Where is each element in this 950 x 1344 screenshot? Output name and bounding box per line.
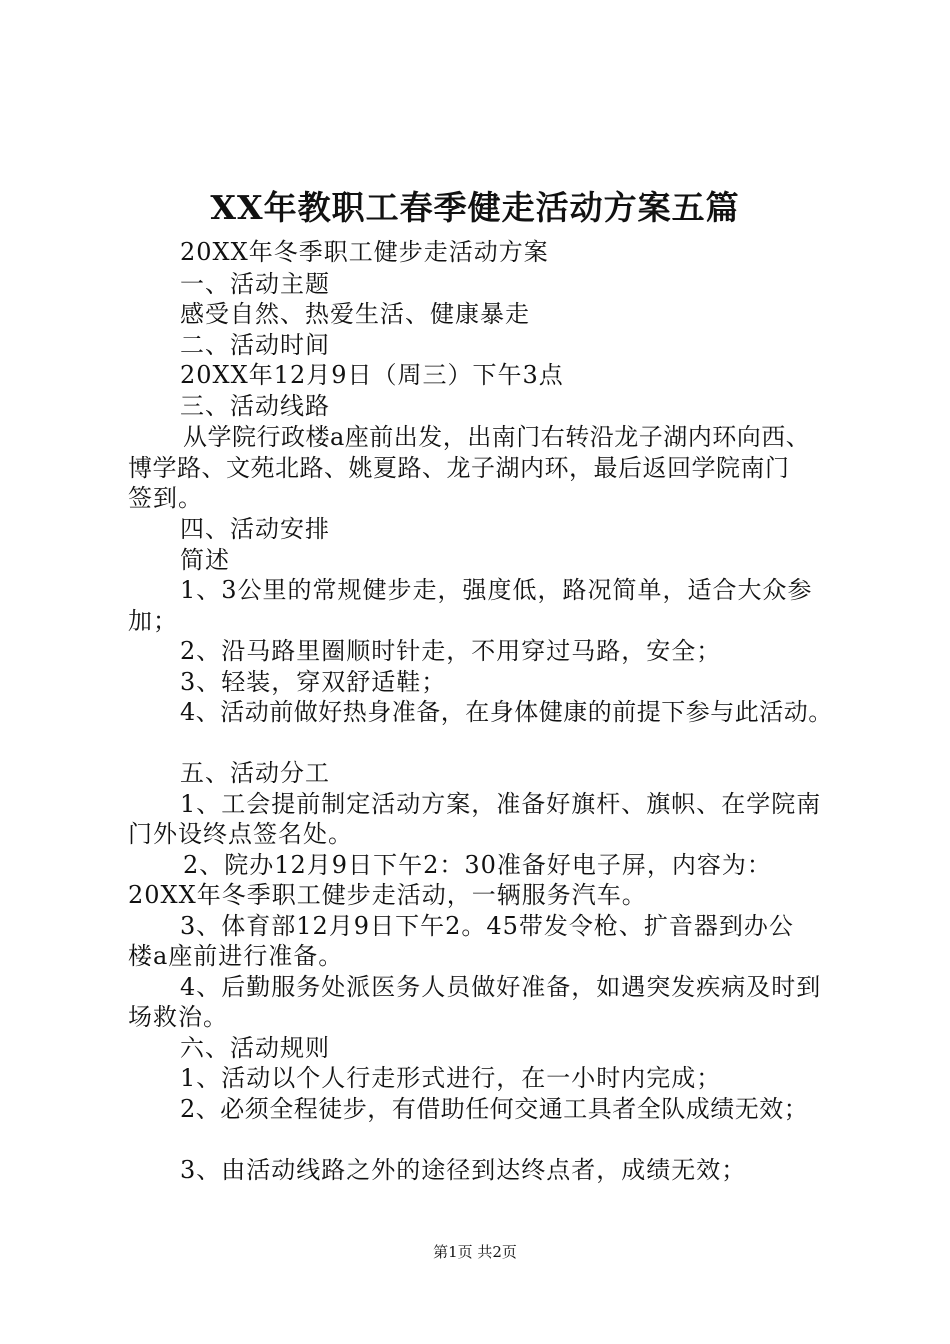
paragraph-line: 感受自然、热爱生活、健康暴走 [180,300,530,328]
paragraph-line: 20XX年冬季职工健步走活动，一辆服务汽车。 [128,881,647,909]
section-heading: 六、活动规则 [180,1034,330,1062]
paragraph-line: 1、工会提前制定活动方案，准备好旗杆、旗帜、在学院南 [180,790,822,818]
paragraph-line: 签到。 [128,484,203,512]
document-title: XX年教职工春季健走活动方案五篇 [210,188,740,227]
paragraph-line: 3、体育部12月9日下午2。45带发令枪、扩音器到办公 [180,912,794,940]
paragraph-line: 博学路、文苑北路、姚夏路、龙子湖内环，最后返回学院南门 [128,454,790,482]
paragraph-line: 简述 [180,546,230,574]
page-number-footer: 第1页 共2页 [433,1243,517,1261]
subtitle-line: 20XX年冬季职工健步走活动方案 [180,238,549,266]
paragraph-line: 门外设终点签名处。 [128,820,353,848]
paragraph-line: 2、沿马路里圈顺时针走，不用穿过马路，安全； [180,637,722,665]
paragraph-line: 加； [128,607,178,635]
section-heading: 五、活动分工 [180,759,330,787]
paragraph-line: 4、后勤服务处派医务人员做好准备，如遇突发疾病及时到 [180,973,822,1001]
paragraph-line: 从学院行政楼a座前出发，出南门右转沿龙子湖内环向西、 [183,423,811,451]
section-heading: 一、活动主题 [180,270,330,298]
paragraph-line: 1、3公里的常规健步走，强度低，路况简单，适合大众参 [180,576,813,604]
paragraph-line: 1、活动以个人行走形式进行，在一小时内完成； [180,1064,722,1092]
section-heading: 二、活动时间 [180,331,330,359]
paragraph-line: 3、由活动线路之外的途径到达终点者，成绩无效； [180,1156,747,1184]
paragraph-line: 楼a座前进行准备。 [128,942,344,970]
paragraph-line: 3、轻装，穿双舒适鞋； [180,668,447,696]
paragraph-line: 场救治。 [128,1003,228,1031]
paragraph-line: 2、院办12月9日下午2：30准备好电子屏，内容为： [183,851,772,879]
section-heading: 三、活动线路 [180,392,330,420]
paragraph-line: 20XX年12月9日（周三）下午3点 [180,361,564,389]
section-heading: 四、活动安排 [180,515,330,543]
paragraph-line: 2、必须全程徒步，有借助任何交通工具者全队成绩无效； [180,1095,809,1123]
paragraph-line: 4、活动前做好热身准备，在身体健康的前提下参与此活动。 [180,698,833,726]
